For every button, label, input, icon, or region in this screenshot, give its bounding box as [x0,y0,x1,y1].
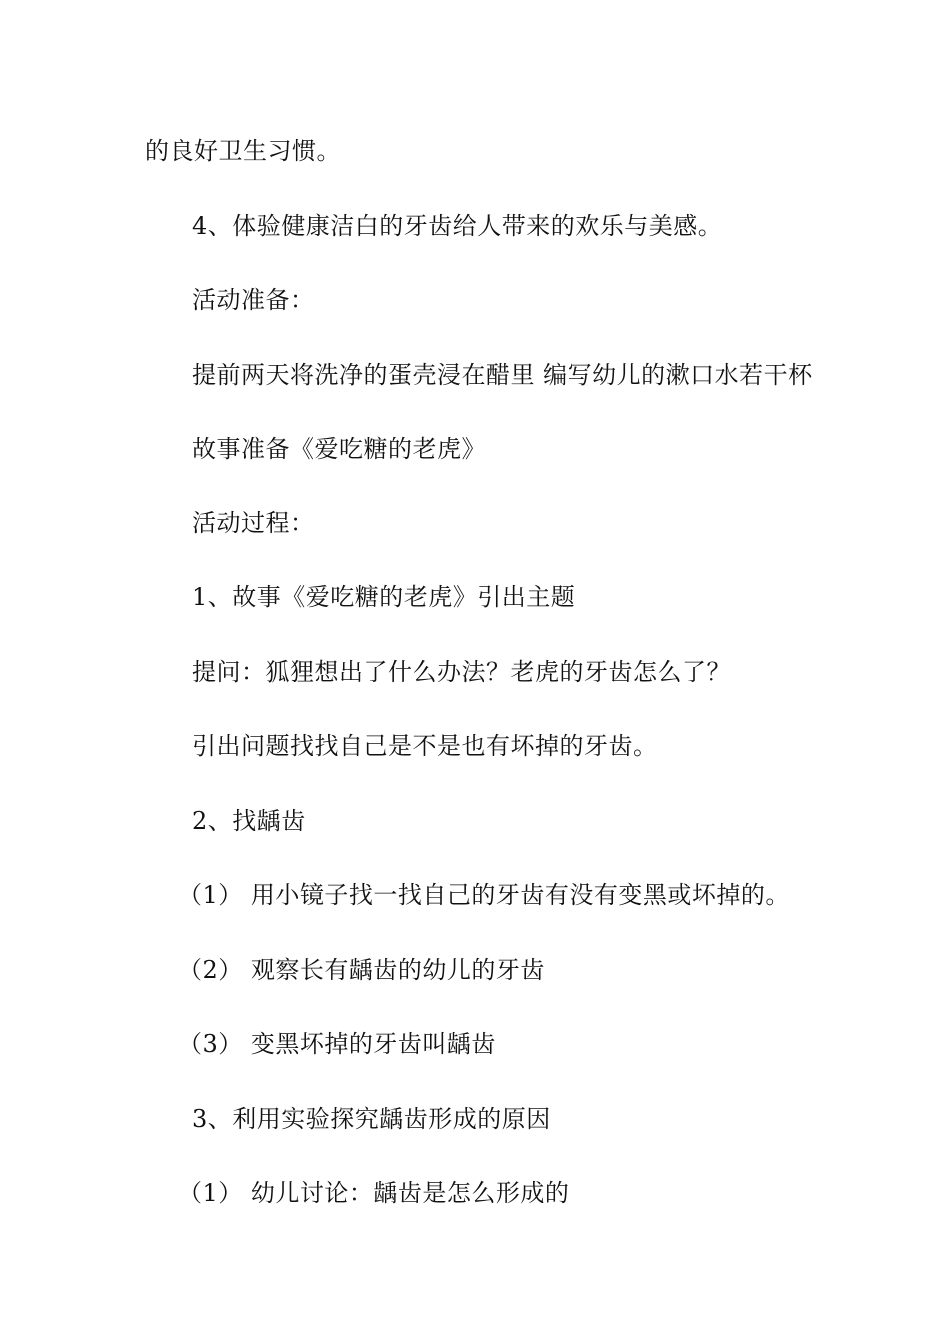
paragraph-line: 提问：狐狸想出了什么办法？老虎的牙齿怎么了？ [192,658,731,686]
paragraph-line: 的良好卫生习惯。 [145,137,341,165]
section-heading: 活动过程： [192,509,315,537]
sub-step: （1） 用小镜子找一找自己的牙齿有没有变黑或坏掉的。 [178,881,790,909]
paragraph-line: 提前两天将洗净的蛋壳浸在醋里 编写幼儿的漱口水若干杯 [192,361,813,389]
numbered-step: 3、利用实验探究龋齿形成的原因 [192,1105,551,1133]
sub-step: （3） 变黑坏掉的牙齿叫龋齿 [178,1030,496,1058]
sub-step: （2） 观察长有龋齿的幼儿的牙齿 [178,956,545,984]
paragraph-line: 引出问题找找自己是不是也有坏掉的牙齿。 [192,732,658,760]
numbered-step: 1、故事《爱吃糖的老虎》引出主题 [192,583,576,611]
paragraph-line: 故事准备《爱吃糖的老虎》 [192,435,486,463]
section-heading: 活动准备： [192,286,315,314]
paragraph-line: 4、体验健康洁白的牙齿给人带来的欢乐与美感。 [192,212,723,240]
sub-step: （1） 幼儿讨论：龋齿是怎么形成的 [178,1179,570,1207]
numbered-step: 2、找龋齿 [192,807,306,835]
